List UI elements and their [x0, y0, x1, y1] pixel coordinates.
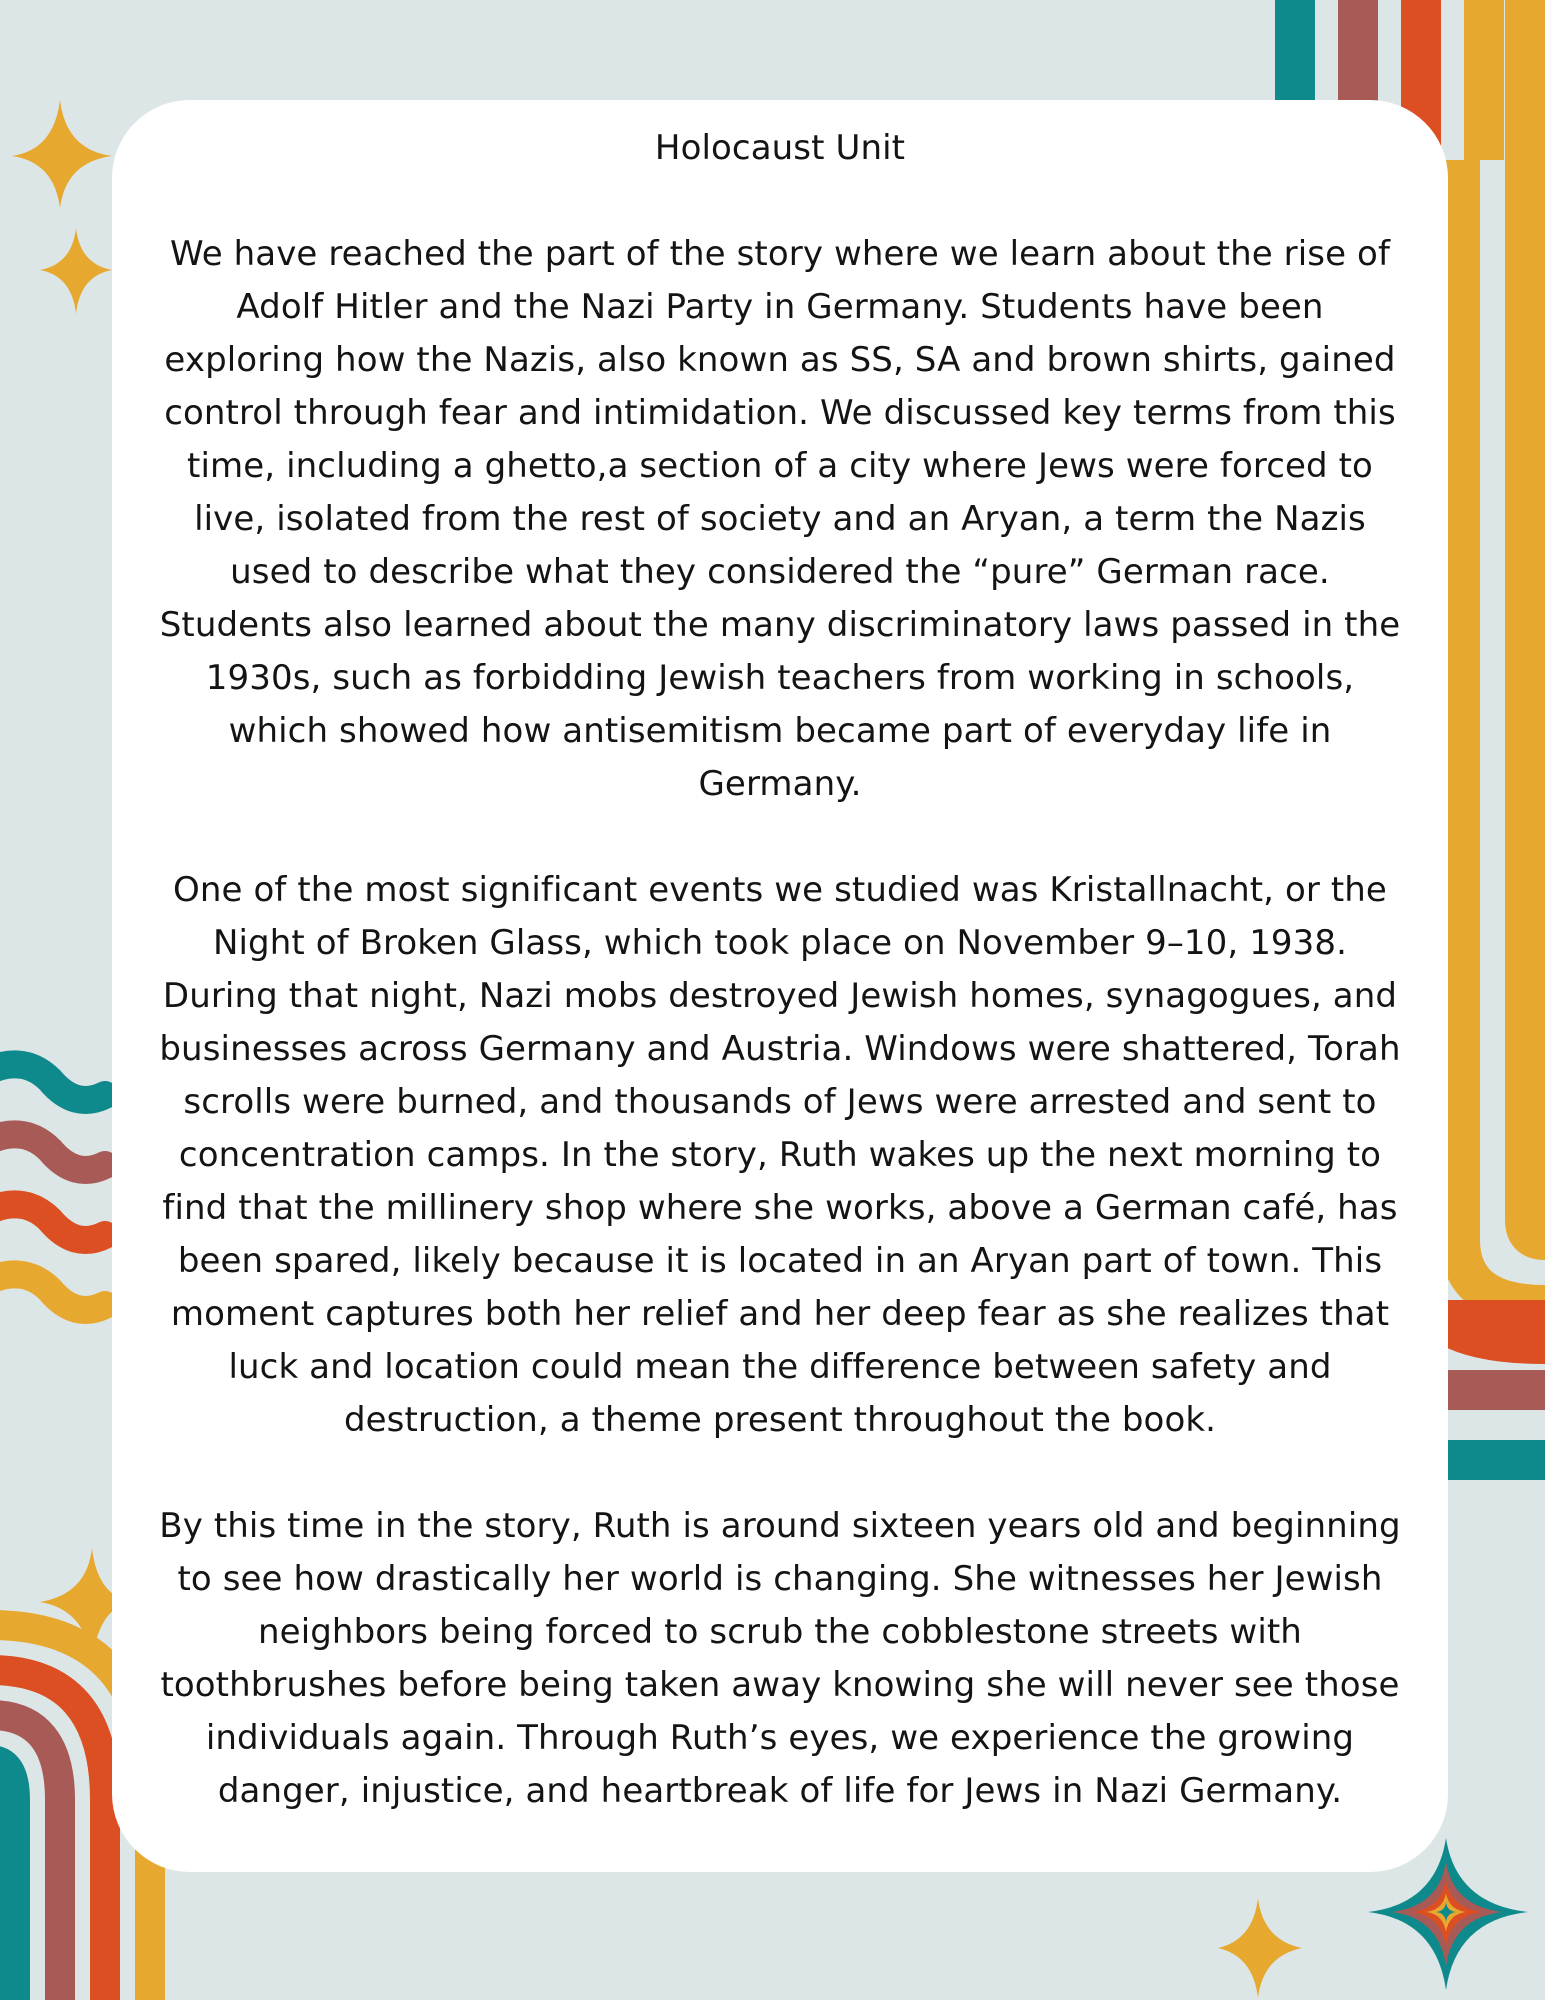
paragraph-1 — [112, 228, 1448, 811]
text-line: By this time in the story, Ruth is around sixteen years old and beginning — [159, 1506, 1401, 1546]
sparkle-star-icon — [40, 228, 112, 314]
sparkle-star-icon — [12, 100, 112, 208]
paragraph-2 — [112, 864, 1448, 1447]
text-line: 1930s, such as forbidding Jewish teachers from working in schools, — [205, 658, 1355, 698]
text-line: We have reached the part of the story where we learn about the rise of — [169, 234, 1391, 274]
document-body — [112, 122, 1448, 1871]
text-line: exploring how the Nazis, also known as SS, SA and brown shirts, gained — [164, 340, 1396, 380]
text-line: to see how drastically her world is changing. She witnesses her Jewish — [177, 1559, 1383, 1599]
text-line: danger, injustice, and heartbreak of life for Jews in Nazi Germany. — [217, 1771, 1343, 1811]
text-line: Germany. — [698, 764, 862, 804]
text-line: scrolls were burned, and thousands of Jews were arrested and sent to — [183, 1082, 1377, 1122]
text-line: Night of Broken Glass, which took place on November 9–10, 1938. — [212, 923, 1348, 963]
paragraph-3 — [112, 1500, 1448, 1818]
sparkle-star-icon — [1218, 1898, 1302, 1998]
text-line: control through fear and intimidation. We discussed key terms from this — [164, 393, 1396, 433]
document-title: Holocaust Unit — [654, 128, 906, 168]
wavy-lines-left — [0, 1064, 105, 1310]
text-line: find that the millinery shop where she works, above a German café, has — [162, 1188, 1398, 1228]
text-line: live, isolated from the rest of society and an Aryan, a term the Nazis — [194, 499, 1366, 539]
text-line: One of the most significant events we studied was Kristallnacht, or the — [173, 870, 1387, 910]
text-line: During that night, Nazi mobs destroyed Jewish homes, synagogues, and — [162, 976, 1398, 1016]
text-line: been spared, likely because it is located in an Aryan part of town. This — [177, 1241, 1383, 1281]
text-line: destruction, a theme present throughout the book. — [343, 1400, 1217, 1440]
text-line: time, including a ghetto,a section of a city where Jews were forced to — [187, 446, 1373, 486]
text-line: moment captures both her relief and her deep fear as she realizes that — [170, 1294, 1390, 1334]
text-line: neighbors being forced to scrub the cobblestone streets with — [258, 1612, 1302, 1652]
text-line: which showed how antisemitism became part of everyday life in — [228, 711, 1332, 751]
text-line: individuals again. Through Ruth’s eyes, we experience the growing — [205, 1718, 1355, 1758]
text-line: Students also learned about the many discriminatory laws passed in the — [159, 605, 1401, 645]
text-line: used to describe what they considered the “pure” German race. — [230, 552, 1330, 592]
text-line: Adolf Hitler and the Nazi Party in Germany. Students have been — [236, 287, 1324, 327]
text-line: concentration camps. In the story, Ruth wakes up the next morning to — [178, 1135, 1382, 1175]
text-line: businesses across Germany and Austria. Windows were shattered, Torah — [159, 1029, 1401, 1069]
text-line: luck and location could mean the difference between safety and — [228, 1347, 1332, 1387]
content-card — [112, 100, 1448, 1872]
text-line: toothbrushes before being taken away knowing she will never see those — [160, 1665, 1400, 1705]
